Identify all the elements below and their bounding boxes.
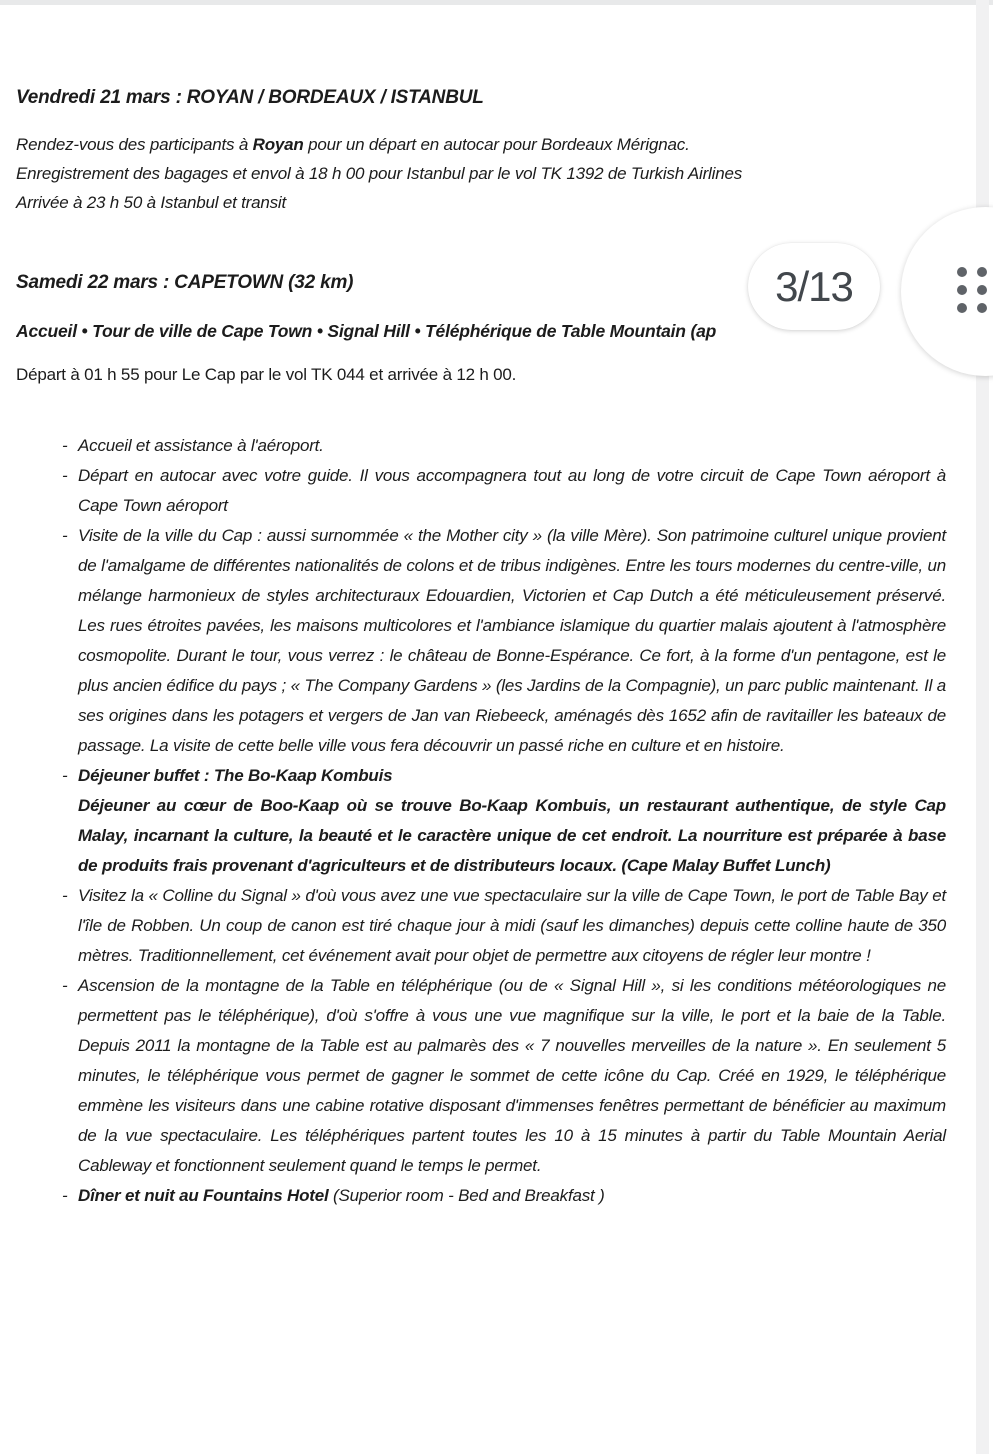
grip-dot — [977, 303, 987, 313]
itinerary-item — [16, 1181, 946, 1211]
page-indicator-label: 3/13 — [775, 262, 853, 310]
item-text — [78, 976, 946, 1175]
day1-paragraph — [16, 130, 946, 217]
bullet-dash: - — [62, 886, 68, 905]
itinerary-item — [16, 431, 946, 461]
itinerary-list — [16, 431, 946, 1211]
item-text — [78, 436, 324, 455]
day1-heading: Vendredi 21 mars : ROYAN / BORDEAUX / ISTANBUL — [16, 87, 484, 108]
text-segment: Enregistrement des bagages et envol à 18 h 00 pour Istanbul par le vol TK 1392 de Turkish Airlines — [16, 164, 743, 183]
grip-dots-icon — [957, 267, 987, 313]
flight-info-line: Départ à 01 h 55 pour Le Cap par le vol TK 044 et arrivée à 12 h 00. — [16, 365, 517, 384]
grip-dot — [957, 267, 967, 277]
text-segment: Accueil et assistance à l'aéroport. — [78, 436, 324, 455]
grip-dot — [957, 303, 967, 313]
day2-heading: Samedi 22 mars : CAPETOWN (32 km) — [16, 272, 354, 293]
text-segment: (Superior room - Bed and Breakfast ) — [328, 1186, 605, 1205]
page-indicator-pill — [748, 243, 880, 330]
bullet-dash: - — [62, 1186, 68, 1205]
item-text — [78, 886, 946, 965]
item-text — [78, 796, 946, 875]
item-text — [78, 466, 946, 515]
text-segment: Visite de la ville du Cap : aussi surnommée « the Mother city » (la ville Mère). Son patrimoine culturel unique provient de l'amalgame de différentes nationalités de colons et de tribus indigènes. Entre les tours modernes du centre-ville, un mélange harmonieux de styles architecturaux Edouardien, Victorien et Cap Dutch a été méticuleusement préservé. Les rues étroites pavées, les maisons multicolores et l'ambiance islamique du quartier malais ajoutent à l'atmosphère cosmopolite. Durant le tour, vous verrez : le château de Bonne-Espérance. Ce fort, à la forme d'un pentagone, est le plus ancien édifice du pays ; « The Company Gardens » (les Jardins de la Compagnie), un parc public maintenant. Il a ses origines dans les potagers et vergers de Jan van Riebeeck, aménagés dès 1652 afin de ravitailler les bateaux de passage. La visite de cette belle ville vous fera découvrir un passé riche en culture et en histoire. — [78, 526, 946, 755]
itinerary-item — [16, 761, 946, 791]
text-segment: Arrivée à 23 h 50 à Istanbul et transit — [16, 193, 287, 212]
item-text — [78, 526, 946, 755]
itinerary-item — [16, 971, 946, 1181]
paragraph-line — [16, 159, 946, 188]
grip-dot — [957, 285, 967, 295]
text-segment: pour un départ en autocar pour Bordeaux Mérignac. — [303, 135, 690, 154]
text-segment: Déjeuner buffet : The Bo-Kaap Kombuis — [78, 766, 393, 785]
item-text — [78, 766, 392, 785]
text-segment: Dîner et nuit au Fountains Hotel — [78, 1186, 329, 1205]
paragraph-line — [16, 188, 946, 217]
text-segment: Royan — [252, 135, 304, 154]
grip-dot — [977, 285, 987, 295]
itinerary-item — [16, 521, 946, 761]
bullet-dash: - — [62, 526, 68, 545]
text-segment: Ascension de la montagne de la Table en téléphérique (ou de « Signal Hill », si les conditions météorologiques ne permettent pas le téléphérique), d'où s'offre à vous une vue magnifique sur la ville, le port et la baie de la Table. Depuis 2011 la montagne de la Table est au palmarès des « 7 nouvelles merveilles de la nature ». En seulement 5 minutes, le téléphérique vous permet de gagner le sommet de cette icône du Cap. Créé en 1929, le téléphérique emmène les visiteurs dans une cabine rotative disposant d'immenses fenêtres permettant de bénéficier au maximum de la vue spectaculaire. Les téléphériques partent toutes les 10 à 15 minutes à partir du Table Mountain Aerial Cableway et fonctionnent seulement quand le temps le permet. — [78, 976, 946, 1175]
item-text — [78, 1186, 605, 1205]
text-segment: Visitez la « Colline du Signal » d'où vous avez une vue spectaculaire sur la ville de Cape Town, le port de Table Bay et l'île de Robben. Un coup de canon est tiré chaque jour à midi (sauf les dimanches) depuis cette colline haute de 350 mètres. Traditionnellement, cet événement avait pour objet de permettre aux citoyens de régler leur montre ! — [78, 886, 946, 965]
grip-dot — [977, 267, 987, 277]
itinerary-item — [16, 461, 946, 521]
bullet-dash: - — [62, 466, 68, 485]
text-segment: Rendez-vous des participants à — [16, 135, 253, 154]
bullet-dash: - — [62, 766, 68, 785]
itinerary-item — [16, 881, 946, 971]
paragraph-line — [16, 130, 946, 159]
itinerary-item — [16, 791, 946, 881]
bullet-dash: - — [62, 976, 68, 995]
day2-subheading: Accueil • Tour de ville de Cape Town • Signal Hill • Téléphérique de Table Mountain (ap — [16, 321, 717, 341]
text-segment: Déjeuner au cœur de Boo-Kaap où se trouve Bo-Kaap Kombuis, un restaurant authentique, de style Cap Malay, incarnant la culture, la beauté et le caractère unique de cet endroit. La nourriture est préparée à base de produits frais provenant d'agriculteurs et de distributeurs locaux. (Cape Malay Buffet Lunch) — [78, 796, 946, 875]
bullet-dash: - — [62, 436, 68, 455]
text-segment: Départ en autocar avec votre guide. Il vous accompagnera tout au long de votre circuit de Cape Town aéroport à Cape Town aéroport — [78, 466, 946, 515]
